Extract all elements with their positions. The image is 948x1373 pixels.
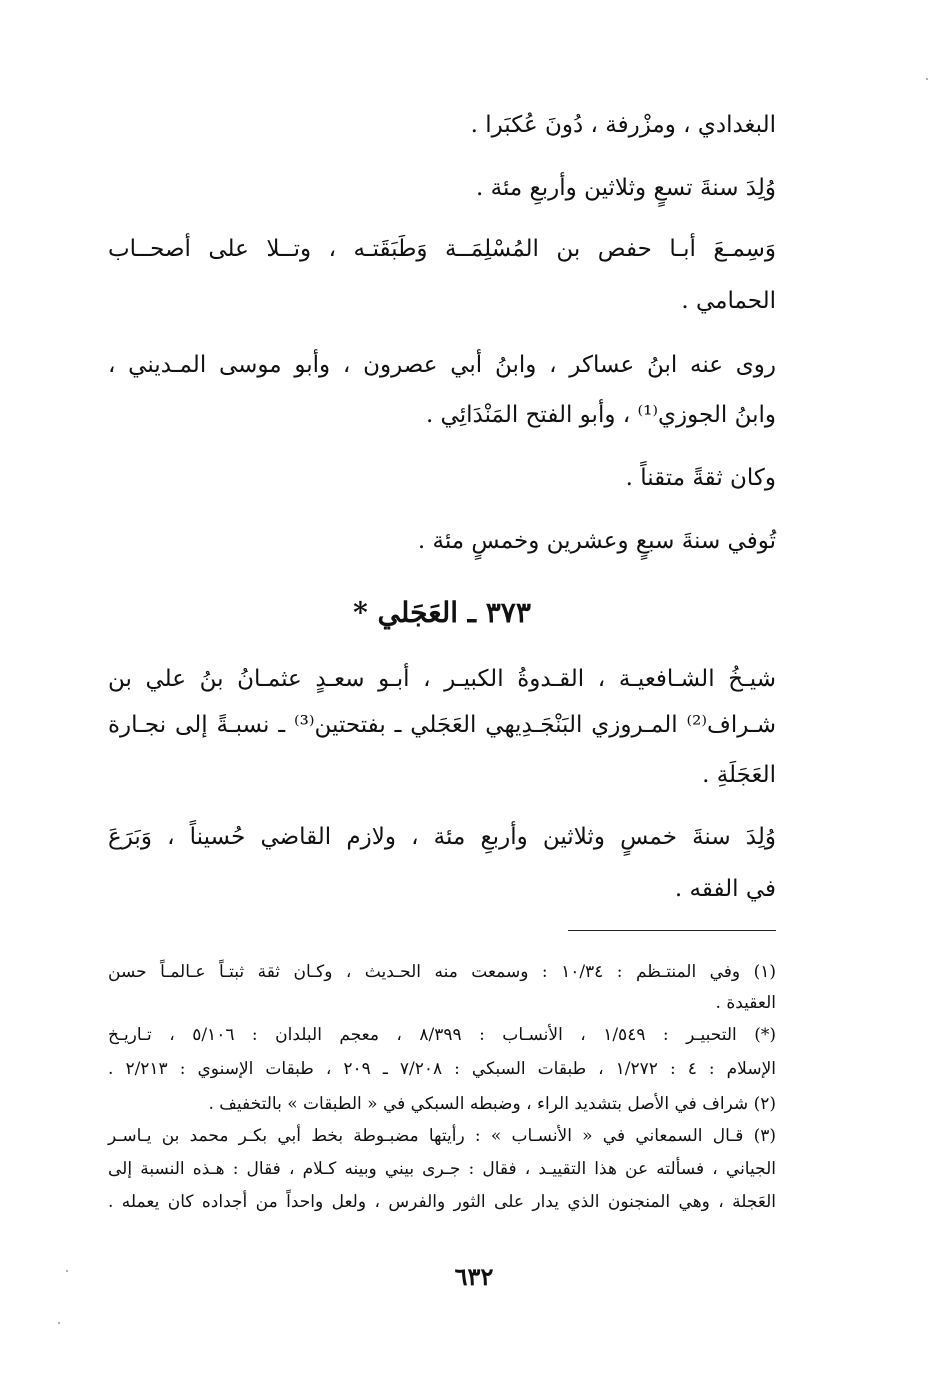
entry-line-5: في الفقه . bbox=[674, 876, 776, 902]
scan-speck bbox=[58, 1322, 60, 1324]
scan-speck bbox=[926, 78, 928, 80]
footnote-line-1: (١) وفي المنتـظم : ١٠/٣٤ : وسمعت منه الحـديث ، وكـان ثقة ثبتـاً عـالمـاً حسن bbox=[108, 962, 776, 982]
footnote-separator bbox=[568, 930, 776, 931]
entry-line-3: العَجَلَةِ . bbox=[702, 762, 776, 788]
footnote-line-2: العقيدة . bbox=[715, 993, 776, 1013]
footnote-line-3: (*) التحبيـر : ١/٥٤٩ ، الأنسـاب : ٨/٣٩٩ ، معجم البلدان : ٥/١٠٦ ، تـاريـخ bbox=[108, 1025, 776, 1045]
entry-line-1: شيـخُ الشـافعيـة ، القـدوةُ الكبيـر ، أبـو سعـدٍ عثمـانُ بنُ علي بن bbox=[108, 666, 776, 692]
footnote-line-5: (٢) شراف في الأصل بتشديد الراء ، وضبطه السبكي في « الطبقات » بالتخفيف . bbox=[208, 1094, 776, 1114]
entry-heading: ٣٧٣ ـ العَجَلي * bbox=[353, 596, 531, 629]
text-line-2: وُلِدَ سنةَ تسعٍ وثلاثين وأربعِ مئة . bbox=[476, 175, 776, 201]
text-line-1: البغدادي ، ومزْرفة ، دُونَ عُكبَرا . bbox=[470, 112, 776, 138]
text-line-5: روى عنه ابنُ عساكر ، وابنُ أبي عصرون ، وأبو موسى المـديني ، bbox=[108, 352, 776, 378]
text-line-7: وكان ثقةً متقناً . bbox=[625, 465, 776, 491]
footnote-line-7: الجياني ، فسألته عن هذا التقييـد ، فقال : جـرى بيني وبينه كـلام ، فقال : هـذه النسبة إلى bbox=[108, 1159, 776, 1179]
text-line-4: الحمامي . bbox=[681, 288, 776, 314]
entry-line-2: شـراف⁽²⁾ المـروزي البَنْجَـدِيهي العَجَلي ـ بفتحتين⁽³⁾ ـ نسبـةً إلى نجـارة bbox=[108, 712, 776, 738]
scan-speck bbox=[66, 1270, 68, 1272]
footnote-line-4: الإسلام : ٤ : ١/٢٧٢ ، طبقات السبكي : ٧/٢٠٨ ـ ٢٠٩ ، طبقات الإسنوي : ٢/٢١٣ . bbox=[108, 1059, 776, 1079]
page-number: ٦٣٢ bbox=[454, 1262, 494, 1291]
text-line-3: وَسِمـعَ أبـا حفص بن المُسْلِمَــة وَطَبَقَتـه ، وتــلا على أصحــاب bbox=[108, 236, 776, 262]
text-line-6: وابنُ الجوزي⁽¹⁾ ، وأبو الفتح المَنْدَائِي . bbox=[425, 402, 776, 428]
text-line-8: تُوفي سنةَ سبعٍ وعشرين وخمسٍ مئة . bbox=[417, 528, 776, 554]
entry-line-4: وُلِدَ سنةَ خمسٍ وثلاثين وأربعِ مئة ، ولازم القاضي حُسيناً ، وَبَرَعَ bbox=[108, 824, 776, 850]
footnote-line-8: العَجلة ، وهي المنجنون الذي يدار على الثور والفرس ، ولعل واحداً من أجداده كان يعمله . bbox=[108, 1192, 776, 1212]
footnote-line-6: (٣) قـال السمعاني في « الأنسـاب » : رأيتها مضبـوطة بخط أبي بكـر محمد بن يـاسـر bbox=[108, 1126, 776, 1146]
